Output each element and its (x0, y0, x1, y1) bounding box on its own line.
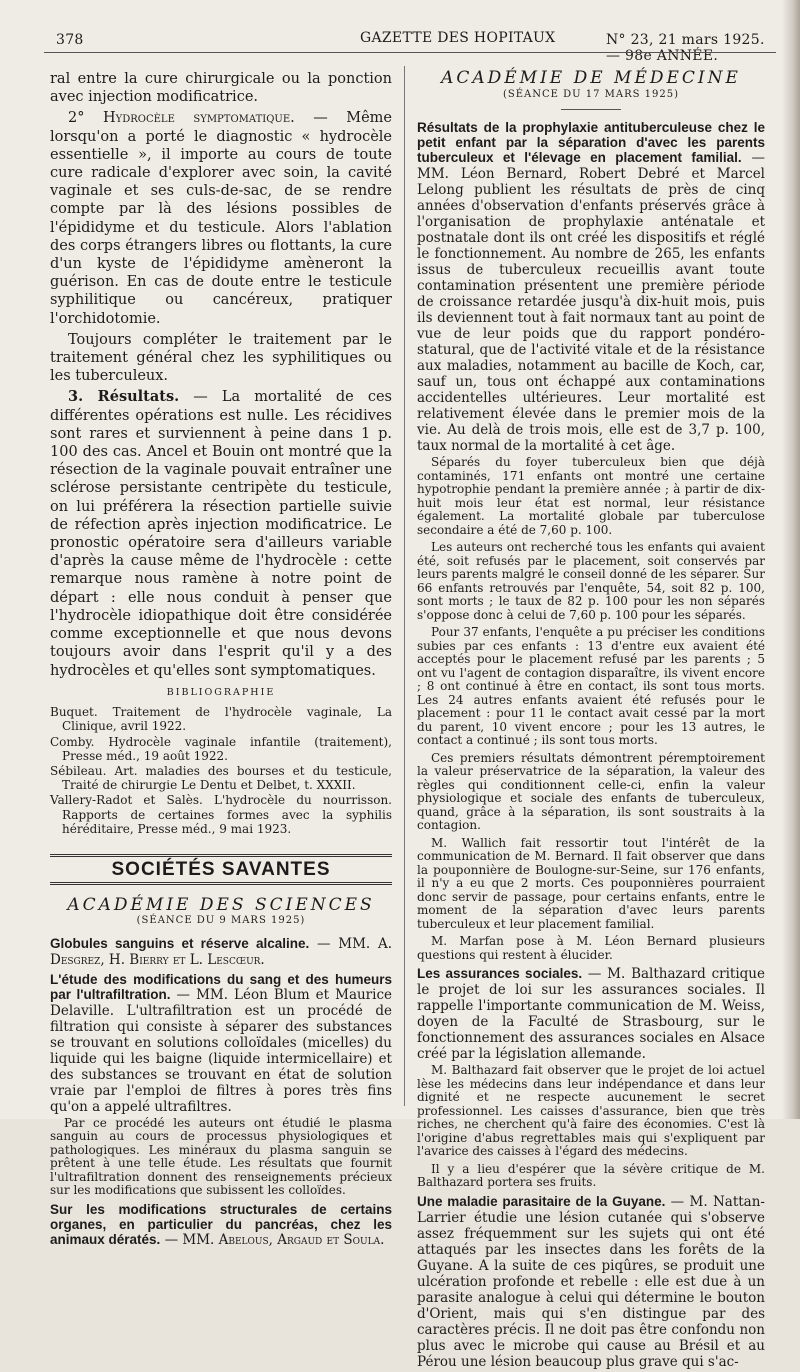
section-heading: 2° Hydrocèle symptomatique. (68, 110, 295, 127)
session-date: (SÉANCE DU 9 MARS 1925) (136, 915, 306, 927)
article-title: Les assurances sociales. — M. Balthazard critique le projet de loi sur les assurances sociales. Il rappelle l'importante communication de M. Weiss, doyen de la Faculté de Strasbourg, sur le fonctionnement des assurances sociales en Alsace créé par la législation allemande. (417, 966, 765, 1062)
medecine-articles (417, 120, 765, 1370)
paragraph: 2° Hydrocèle symptomatique. — Même lorsqu'on a porté le diagnostic « hydrocèle essentielle », il importe au cours de toute cure radicale d'explorer avec soin, la cavité vaginale et ses culs-de-sac, de se rendre compte par là des lésions possibles de l'épididyme et du testicule. Alors l'ablation des corps étrangers libres ou flottants, la cure d'un kyste de l'épididyme amèneront la guérison. En cas de doute entre le testicule syphilitique ou cancéreux, pratiquer l'orchidotomie. (50, 110, 393, 327)
paragraph: Pour 37 enfants, l'enquête a pu préciser les conditions subies par ces enfants : 13 d'entre eux avaient été acceptés pour le placement refusé par les parents ; 5 ont vu l'agent de contagion disparaître, ils vivent encore ; 8 ont continué à être en contact, ils sont tous morts. Les 24 autres enfants avaient été refusés pour le placement : pour 11 le contact avait cessé par la mort du parent, 10 vivent encore ; pour les 13 autres, le contact a continué ; ils sont tous morts. (417, 625, 765, 747)
academy-heading: ACADÉMIE DES SCIENCES (67, 894, 375, 915)
session-date: (SÉANCE DU 17 MARS 1925) (502, 88, 680, 100)
bibliography-title: BIBLIOGRAPHIE (166, 686, 276, 698)
column-divider (404, 66, 405, 1106)
article-title: Globules sanguins et réserve alcaline. — MM. A. Desgrez, H. Bierry et L. Lescœur. (50, 935, 392, 968)
paragraph: Séparés du foyer tuberculeux bien que déjà contaminés, 171 enfants ont montré une certaine hypotrophie pendant la première année ; à partir de dix-huit mois leur état est normal, leur résistance également. La mortalité globale par tuberculose secondaire a été de 7,60 p. 100. (417, 455, 765, 537)
bibliography-entry: Sébileau. Art. maladies des bourses et du testicule, Traité de chirurgie Le Dentu et Delbet, t. XXXII. (50, 764, 392, 793)
paragraph: Par ce procédé les auteurs ont étudié le plasma sanguin au cours de processus physiologiques et pathologiques. Les minéraux du plasma sanguin se prêtent à une telle étude. Les résultats que fournit l'ultrafiltration donnent des renseignements précieux sur les modifications que subissent les colloïdes. (50, 1115, 392, 1198)
paragraph: 3. Résultats. — La mortalité de ces différentes opérations est nulle. Les récidives sont rares et surviennent à peine dans 1 p. 100 des cas. Ancel et Bouin ont montré que la résection de la vaginale pouvait entraîner une sclérose persistante centripète du testicule, on lui préférera la résection partielle suivie de réfection après injection modificatrice. Le pronostic opératoire sera d'ailleurs variable d'après la cause même de l'hydrocèle : cette remarque nous ramène à notre point de départ : elle nous conduit à penser que l'hydrocèle idiopathique doit être considérée comme exceptionnelle et que nous devons toujours avoir dans l'esprit qu'il y a des hydrocèles et qu'elles sont symptomatiques. (50, 388, 392, 679)
section-banner: SOCIÉTÉS SAVANTES (50, 854, 392, 885)
header-rule (44, 52, 776, 53)
paragraph: Toujours compléter le traitement par le traitement général chez les syphilitiques ou les tuberculeux. (50, 331, 392, 385)
article-body: — MM. Léon Blum et Maurice Delaville. L'ultrafiltration est un procédé de filtration qui consiste à séparer des substances se trouvant en solutions colloïdales (micelles) du liquide qui les baigne (liquide intermicellaire) et des substances se trouvant en état de solution vraie par l'emploi de filtres à pores très fins qu'on a appelé ultrafiltres. (50, 986, 393, 1115)
right-column (417, 70, 765, 1372)
academy-heading: ACADÉMIE DE MÉDECINE (441, 68, 741, 88)
bibliography-entry: Buquet. Traitement de l'hydrocèle vaginale, La Clinique, avril 1922. (50, 705, 392, 734)
paragraph: Ces premiers résultats démontrent péremptoirement la valeur préservatrice de la séparation, la valeur des règles qui conditionnent celle-ci, enfin la valeur physiologique et sociale des enfants de tuberculeux, quand, grâce à la séparation, ils sont soustraits à la contagion. (417, 750, 765, 832)
bibliography-entry: Comby. Hydrocèle vaginale infantile (traitement), Presse méd., 19 août 1922. (50, 734, 392, 763)
article-authors: — MM. Abelous, Argaud et Soula. (160, 1231, 385, 1248)
paragraph: M. Balthazard fait observer que le projet de loi actuel lèse les médecins dans leur indépendance et dans leur dignité et ne respecte aucunement le secret professionnel. Les caisses d'assurance, bien que très riches, ne cherchent qu'à faire des économies. C'est là l'origine d'abus regrettables mais qui s'expliquent par l'avarice des caisses à l'égard des médecins. (417, 1063, 765, 1158)
page-header (40, 28, 780, 64)
paragraph: M. Wallich fait ressortir tout l'intérêt de la communication de M. Bernard. Il fait observer que dans la pouponnière de Boulogne-sur-Seine, sur 176 enfants, il n'y a eu que 2 morts. Ces pouponnières pourraient donc servir de passage, pour certains enfants, entre le moment de la séparation d'avec leurs parents tuberculeux et leur placement familial. (417, 835, 765, 931)
article-title: L'étude des modifications du sang et des humeurs par l'ultrafiltration. — MM. Léon Blum et Maurice Delaville. L'ultrafiltration est un procédé de filtration qui consiste à séparer des substances se trouvant en solutions colloïdales (micelles) du liquide qui les baigne (liquide intermicellaire) et des substances se trouvant en état de solution vraie par l'emploi de filtres à pores très fins qu'on a appelé ultrafiltres. (50, 971, 393, 1115)
paragraph: M. Marfan pose à M. Léon Bernard plusieurs questions qui restent à élucider. (417, 934, 765, 962)
article-title: Sur les modifications structurales de certains organes, en particulier du pancréas, chez les animaux dératés. — MM. Abelous, Argaud et Soula. (50, 1201, 392, 1248)
article-title: Une maladie parasitaire de la Guyane. — M. Nattan-Larrier étudie une lésion cutanée qui s'observe assez fréquemment sur les sujets qui ont été attaqués par les insectes dans les forêts de la Guyane. A la suite de ces piqûres, se produit une ulcération profonde et rebelle : elle est due à un parasite analogue à celui qui détermine le bouton d'Orient, mais qui s'en distingue par des caractères précis. Il ne doit pas être confondu non plus avec le microbe qui cause au Brésil et au Pérou une lésion beaucoup plus grave qui s'ac- (417, 1193, 765, 1370)
bibliography-list (50, 705, 392, 836)
sciences-articles (50, 936, 392, 1248)
article-title: Résultats de la prophylaxie antituberculeuse chez le petit enfant par la séparation d'avec les parents tuberculeux et l'élevage en placement familial. — MM. Léon Bernard, Robert Debré et Marcel Lelong publient les résultats de près de cinq années d'observation d'enfants préservés grâce à l'organisation de prophylaxie anténatale et postnatale dont ils ont créé les dispositifs et réglé le fonctionnement. Au nombre de 265, les enfants issus de tuberculeux recueillis avant toute contamination présentent une première période de croissance retardée jusqu'à dix-huit mois, puis ils deviennent tout à fait normaux tant au point de vue de leur poids que du rapport pondéro-statural, que de l'activité vitale et de la résistance aux maladies, notamment au bacille de Koch, car, sauf un, tous ont échappé aux contaminations accidentelles ultérieures. Leur mortalité est relativement élevée dans le premier mois de la vie. Au delà de trois mois, elle est de 3,7 p. 100, taux normal de la mortalité à cet âge. (417, 120, 765, 454)
article-body: — MM. Léon Bernard, Robert Debré et Marcel Lelong publient les résultats de près de cinq années d'observation d'enfants préservés grâce à l'organisation de prophylaxie anténatale et postnatale dont ils ont créé les dispositifs et réglé le fonctionnement. Au nombre de 265, les enfants issus de tuberculeux recueillis avant toute contamination présentent une première période de croissance retardée jusqu'à dix-huit mois, puis ils deviennent tout à fait normaux tant au point de vue de leur poids que du rapport pondéro-statural, que de l'activité vitale et de la résistance aux maladies, notamment au bacille de Koch, car, sauf un, tous ont échappé aux contaminations accidentelles ultérieures. Leur mortalité est relativement élevée dans le premier mois de la vie. Au delà de trois mois, elle est de 3,7 p. 100, taux normal de la mortalité à cet âge. (417, 150, 765, 454)
section-heading: 3. Résultats. (68, 388, 180, 406)
hydrocele-article (50, 70, 392, 680)
short-rule (561, 109, 621, 110)
issue-info: N° 23, 21 mars 1925. — 98e ANNÉE. (606, 32, 765, 64)
journal-title: GAZETTE DES HOPITAUX (360, 30, 556, 46)
paragraph: ral entre la cure chirurgicale ou la ponction avec injection modificatrice. (50, 71, 392, 106)
article-body: — M. Nattan-Larrier étudie une lésion cutanée qui s'observe assez fréquemment sur les sujets qui ont été attaqués par les insectes dans les forêts de la Guyane. A la suite de ces piqûres, se produit une ulcération profonde et rebelle : elle est due à un parasite analogue à celui qui détermine le bouton d'Orient, mais qui s'en distingue par des caractères précis. Il ne doit pas être confondu non plus avec le microbe qui cause au Brésil et au Pérou une lésion beaucoup plus grave qui s'ac- (417, 1193, 765, 1370)
article-body: — M. Balthazard critique le projet de loi sur les assurances sociales. Il rappelle l'importante communication de M. Weiss, doyen de la Faculté de Strasbourg, sur le fonctionnement des assurances sociales en Alsace créé par la législation allemande. (417, 966, 765, 1062)
bibliography-entry: Vallery-Radot et Salès. L'hydrocèle du nourrisson. Rapports de certaines formes avec la syphilis héréditaire, Presse méd., 9 mai 1923. (50, 793, 392, 836)
page-number: 378 (56, 32, 84, 48)
paragraph: Il y a lieu d'espérer que la sévère critique de M. Balthazard portera ses fruits. (417, 1161, 765, 1189)
article-authors: — MM. A. Desgrez, H. Bierry et L. Lescœur. (50, 935, 392, 968)
paragraph: Les auteurs ont recherché tous les enfants qui avaient été, soit refusés par le placement, soit conservés par leurs parents malgré le conseil donné de les séparer. Sur 66 enfants retrouvés par l'enquête, 54, soit 82 p. 100, sont morts ; le taux de 82 p. 100 pour les non séparés s'oppose donc à celui de 7,60 p. 100 pour les séparés. (417, 540, 765, 622)
page-edge-shadow (782, 0, 800, 1119)
left-column (50, 70, 392, 1250)
